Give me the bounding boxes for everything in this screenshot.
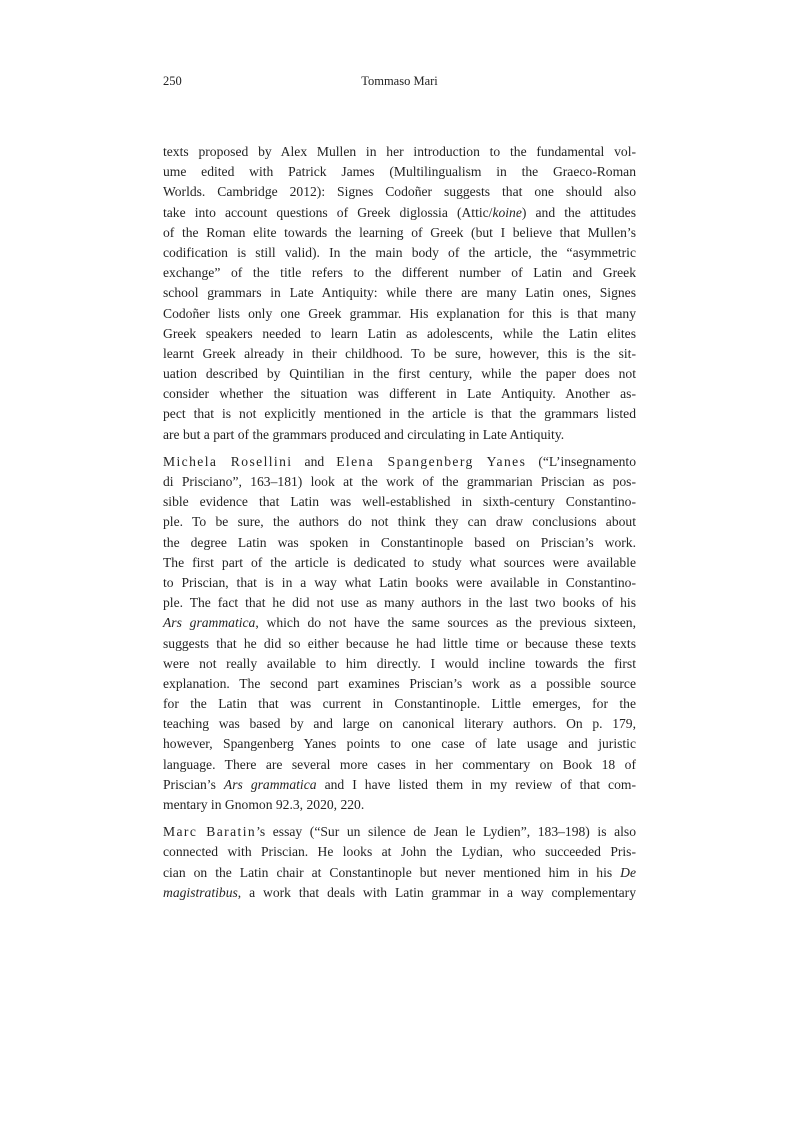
italic-title: magistratibus <box>163 884 238 900</box>
text-line <box>163 182 636 202</box>
text-line <box>163 142 636 162</box>
text-line <box>163 203 636 223</box>
text-segment: ’s essay (“Sur un silence de Jean le Lydien”, 183–198) is also <box>256 824 636 840</box>
text-line <box>163 775 636 795</box>
text-line <box>163 492 636 512</box>
text-line <box>163 553 636 573</box>
text-line <box>163 674 636 694</box>
text-segment: were not really available to him directly. I would incline towards the first <box>163 655 636 671</box>
paragraph <box>163 822 636 903</box>
text-segment: connected with Priscian. He looks at John the Lydian, who succeeded Pris- <box>163 844 636 860</box>
text-segment: ple. The fact that he did not use as many authors in the last two books of his <box>163 595 636 611</box>
text-line <box>163 223 636 243</box>
text-segment: di Prisciano”, 163–181) look at the work of the grammarian Priscian as pos- <box>163 474 636 489</box>
text-segment: and <box>292 453 337 469</box>
text-line <box>163 512 636 532</box>
italic-title: Ars grammatica <box>163 615 256 631</box>
text-segment: are but a part of the grammars produced and circulating in Late Antiquity. <box>163 426 565 442</box>
text-segment: teaching was based by and large on canonical literary authors. On p. 179, <box>163 716 636 732</box>
text-segment: ume edited with Patrick James (Multilingualism in the Graeco-Roman <box>163 164 636 180</box>
text-line <box>163 533 636 553</box>
text-segment: explanation. The second part examines Priscian’s work as a possible source <box>163 675 636 691</box>
text-line <box>163 734 636 754</box>
text-segment: language. There are several more cases in her commentary on Book 18 of <box>163 756 636 772</box>
text-line <box>163 243 636 263</box>
body-text <box>163 142 636 910</box>
text-line <box>163 795 636 815</box>
text-segment: sible evidence that Latin was well-established in sixth-century Constantino- <box>163 494 636 510</box>
author-name: Elena Spangenberg Yanes <box>336 453 527 469</box>
text-segment: consider whether the situation was different in Late Antiquity. Another as- <box>163 386 636 402</box>
text-segment: Priscian’s <box>163 776 224 792</box>
text-segment: Greek speakers needed to learn Latin as adolescents, while the Latin elites <box>163 325 636 341</box>
text-line <box>163 324 636 344</box>
text-segment: uation described by Quintilian in the first century, while the paper does not <box>163 366 636 382</box>
text-segment: however, Spangenberg Yanes points to one case of late usage and juristic <box>163 736 636 752</box>
text-segment: , a work that deals with Latin grammar in a way complementary <box>237 884 636 900</box>
text-line <box>163 634 636 654</box>
text-segment: Codoñer lists only one Greek grammar. His explanation for this is that many <box>163 305 636 321</box>
text-line <box>163 472 636 492</box>
text-segment: school grammars in Late Antiquity: while there are many Latin ones, Signes <box>163 285 636 301</box>
page-number: 250 <box>163 74 182 88</box>
text-line <box>163 842 636 862</box>
text-segment: suggests that he did so either because he had little time or because these texts <box>163 635 636 651</box>
text-line <box>163 384 636 404</box>
text-segment: of the Roman elite towards the learning of Greek (but I believe that Mullen’s <box>163 224 636 240</box>
text-line <box>163 452 636 472</box>
text-line <box>163 283 636 303</box>
text-line <box>163 162 636 182</box>
text-line <box>163 883 636 903</box>
text-segment: the degree Latin was spoken in Constantinople based on Priscian’s work. <box>163 534 636 550</box>
text-segment: take into account questions of Greek diglossia (Attic/ <box>163 204 493 220</box>
text-line <box>163 304 636 324</box>
italic-title: Ars grammatica <box>223 776 317 792</box>
text-segment: (“L’insegnamento <box>526 453 636 469</box>
italic-title: koine <box>492 204 522 220</box>
text-segment: cian on the Latin chair at Constantinople but never mentioned him in his <box>163 864 621 880</box>
text-segment: ) and the attitudes <box>521 204 636 220</box>
text-line <box>163 404 636 424</box>
text-segment: The first part of the article is dedicated to study what sources were available <box>163 554 636 570</box>
text-segment: , which do not have the same sources as the previous sixteen, <box>255 615 636 631</box>
text-line <box>163 714 636 734</box>
paragraph <box>163 452 636 815</box>
italic-title: De <box>620 864 636 880</box>
text-line <box>163 755 636 775</box>
author-name: Marc Baratin <box>163 824 257 840</box>
text-segment: mentary in Gnomon 92.3, 2020, 220. <box>163 797 365 812</box>
text-segment: exchange” of the title refers to the different number of Latin and Greek <box>163 265 636 281</box>
author-name: Michela Rosellini <box>163 453 293 469</box>
text-segment: for the Latin that was current in Constantinople. Little emerges, for the <box>163 696 636 712</box>
paragraph <box>163 142 636 445</box>
text-line <box>163 822 636 842</box>
text-line <box>163 344 636 364</box>
text-segment: pect that is not explicitly mentioned in the article is that the grammars listed <box>163 406 636 422</box>
text-segment: texts proposed by Alex Mullen in her introduction to the fundamental vol- <box>163 144 636 159</box>
text-segment: learnt Greek already in their childhood. To be sure, however, this is the sit- <box>163 345 636 361</box>
text-segment: codification is still valid). In the main body of the article, the “asymmetric <box>163 244 636 260</box>
text-line <box>163 654 636 674</box>
text-segment: and I have listed them in my review of that com- <box>316 776 636 792</box>
running-title: Tommaso Mari <box>361 74 438 88</box>
text-line <box>163 593 636 613</box>
text-line <box>163 263 636 283</box>
text-line <box>163 863 636 883</box>
text-line <box>163 613 636 633</box>
text-segment: Worlds. Cambridge 2012): Signes Codoñer suggests that one should also <box>163 184 636 200</box>
text-line <box>163 573 636 593</box>
text-segment: ple. To be sure, the authors do not think they can draw conclusions about <box>163 514 636 530</box>
text-line <box>163 425 636 445</box>
text-line <box>163 364 636 384</box>
text-segment: to Priscian, that is in a way what Latin books were available in Constantino- <box>163 574 636 590</box>
text-line <box>163 694 636 714</box>
